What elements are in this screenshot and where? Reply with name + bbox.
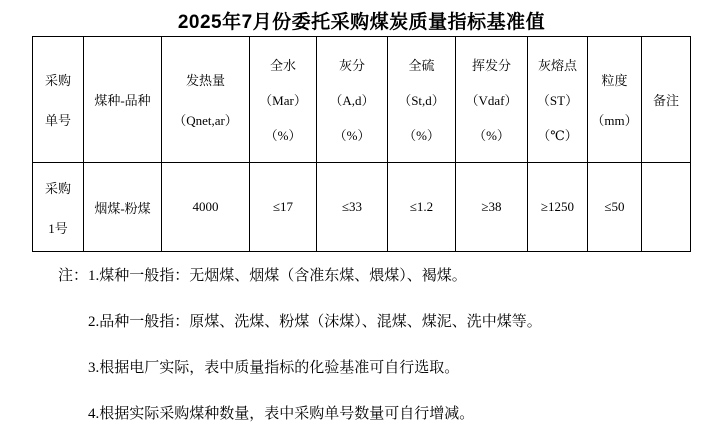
note-text: 2.品种一般指：原煤、洗煤、粉煤（沫煤）、混煤、煤泥、洗中煤等。 <box>88 314 542 330</box>
header-line: （Mar） <box>259 93 307 108</box>
header-line: 全硫 <box>408 58 435 73</box>
note-text: 4.根据实际采购煤种数量，表中采购单号数量可自行增减。 <box>88 406 475 422</box>
header-line: 单号 <box>44 113 71 128</box>
cell-lines <box>33 178 83 237</box>
header-line: （%） <box>473 128 510 143</box>
header-lines <box>33 70 83 129</box>
header-cell-order-no <box>33 37 84 163</box>
header-lines <box>162 70 249 129</box>
note-text: 1.煤种一般指：无烟煤、烟煤（含准东煤、煨煤）、褐煤。 <box>88 268 467 284</box>
header-cell-remarks <box>642 37 691 163</box>
cell-order-no <box>33 163 84 252</box>
header-line: 采购 <box>44 73 71 88</box>
header-line: （%） <box>333 128 371 143</box>
header-lines <box>528 55 587 144</box>
header-line: 粒度 <box>601 73 628 88</box>
note-line-2 <box>58 313 542 332</box>
header-lines <box>84 90 161 109</box>
table-row <box>33 163 691 252</box>
header-line: 灰分 <box>338 58 365 73</box>
note-line-4 <box>58 405 542 424</box>
header-line: 挥发分 <box>471 58 511 73</box>
header-line: （St,d） <box>398 93 445 108</box>
table-header-row <box>33 37 691 163</box>
cell-volatile-matter: ≥38 <box>456 163 528 252</box>
header-cell-granularity <box>588 37 642 163</box>
page-title: 2025年7月份委托采购煤炭质量指标基准值 <box>177 12 546 33</box>
header-cell-volatile-matter <box>456 37 528 163</box>
header-line: （mm） <box>591 113 638 128</box>
header-line: （%） <box>403 128 440 143</box>
cell-ash-fusion: ≥1250 <box>528 163 588 252</box>
header-line: （℃） <box>537 128 578 143</box>
header-cell-coal-type <box>84 37 162 163</box>
header-cell-ash <box>317 37 388 163</box>
cell-ash: ≤33 <box>317 163 388 252</box>
header-lines <box>456 55 527 144</box>
header-cell-total-sulfur <box>388 37 456 163</box>
header-lines <box>250 55 316 144</box>
notes-label: 注： <box>58 268 89 284</box>
cell-remarks <box>642 163 691 252</box>
note-text: 3.根据电厂实际，表中质量指标的化验基准可自行选取。 <box>88 360 460 376</box>
cell-total-moisture: ≤17 <box>250 163 317 252</box>
header-cell-ash-fusion <box>528 37 588 163</box>
cell-calorific-value: 4000 <box>162 163 250 252</box>
header-line: （%） <box>264 128 302 143</box>
header-line: （A,d） <box>329 93 375 108</box>
header-line: 煤种-品种 <box>94 93 151 108</box>
note-line-3 <box>58 359 542 378</box>
cell-coal-type: 烟煤-粉煤 <box>84 163 162 252</box>
header-line: （Qnet,ar） <box>173 113 238 128</box>
header-lines <box>642 90 690 109</box>
coal-quality-table <box>32 36 691 252</box>
cell-line: 1号 <box>48 220 68 236</box>
header-lines <box>588 70 641 129</box>
header-line: 发热量 <box>185 73 225 88</box>
cell-total-sulfur: ≤1.2 <box>388 163 456 252</box>
header-cell-total-moisture <box>250 37 317 163</box>
header-line: （Vdaf） <box>465 93 518 108</box>
cell-line: 采购 <box>44 180 71 196</box>
cell-granularity: ≤50 <box>588 163 642 252</box>
header-cell-calorific-value <box>162 37 250 163</box>
header-line: 灰熔点 <box>537 58 577 73</box>
header-line: （ST） <box>536 93 579 108</box>
header-lines <box>388 55 455 144</box>
notes-section <box>58 267 542 441</box>
header-line: 备注 <box>652 93 679 108</box>
header-lines <box>317 55 387 144</box>
note-line-1 <box>58 267 542 286</box>
header-line: 全水 <box>269 58 296 73</box>
